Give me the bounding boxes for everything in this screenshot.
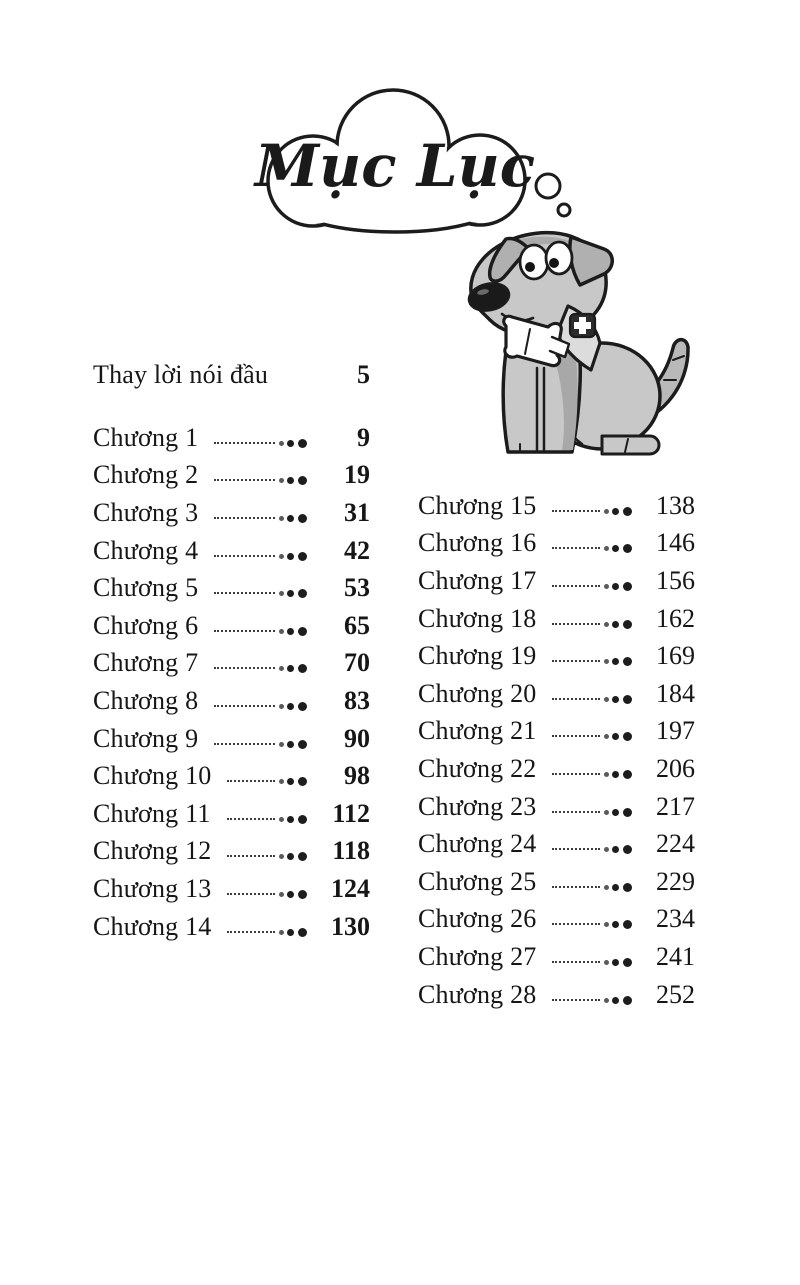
toc-row [418, 863, 700, 901]
dotted-leader [550, 574, 632, 596]
toc-row-label: Chương 12 [93, 836, 212, 866]
toc-row [418, 525, 700, 563]
toc-row-label: Chương 23 [418, 791, 537, 821]
toc-row-page-number: 118 [332, 836, 370, 866]
toc-row-label: Chương 17 [418, 565, 537, 595]
toc-row-page-number: 31 [344, 497, 370, 527]
dotted-leader [550, 950, 632, 972]
toc-row-label: Chương 26 [418, 904, 537, 934]
toc-row [93, 419, 375, 457]
dog-illustration-svg [452, 210, 697, 462]
toc-row-label: Chương 18 [418, 603, 537, 633]
dotted-leader [225, 882, 307, 904]
toc-row-label: Chương 15 [418, 490, 537, 520]
toc-row-page-number: 138 [656, 490, 695, 520]
toc-row [93, 908, 375, 946]
toc-row-page-number: 241 [656, 941, 695, 971]
dotted-leader [550, 536, 632, 558]
toc-row [418, 600, 700, 638]
toc-row [93, 870, 375, 908]
toc-row-page-number: 169 [656, 641, 695, 671]
dotted-leader [212, 619, 307, 641]
dotted-leader [225, 807, 307, 829]
toc-row-label: Chương 1 [93, 422, 199, 452]
toc-row [93, 645, 375, 683]
toc-row-page-number: 197 [656, 716, 695, 746]
toc-row-page-number: 252 [656, 979, 695, 1009]
toc-row-label: Chương 22 [418, 753, 537, 783]
toc-row-label: Chương 8 [93, 685, 199, 715]
toc-row-page-number: 83 [344, 685, 370, 715]
toc-row-page-number: 98 [344, 761, 370, 791]
dotted-leader [225, 844, 307, 866]
toc-row-label: Chương 10 [93, 761, 212, 791]
toc-row [418, 750, 700, 788]
toc-row-page-number: 130 [331, 911, 370, 941]
toc-row-page-number: 65 [344, 610, 370, 640]
toc-row [93, 532, 375, 570]
toc-row [418, 938, 700, 976]
toc-row-page-number: 206 [656, 753, 695, 783]
toc-row-label: Chương 6 [93, 610, 199, 640]
dotted-leader [550, 724, 632, 746]
dotted-leader [212, 581, 307, 603]
toc-row-label: Chương 3 [93, 497, 199, 527]
toc-row-page-number: 217 [656, 791, 695, 821]
toc-row-page-number: 156 [656, 565, 695, 595]
dotted-leader [550, 912, 632, 934]
dotted-leader [212, 732, 307, 754]
toc-row-label: Chương 13 [93, 873, 212, 903]
toc-row [93, 757, 375, 795]
toc-row-label: Chương 16 [418, 528, 537, 558]
dotted-leader [212, 656, 307, 678]
page-title: Mục Lục [254, 132, 536, 200]
toc-row-label: Chương 28 [418, 979, 537, 1009]
dog-illustration [452, 210, 697, 462]
dotted-leader [212, 431, 307, 453]
toc-row [93, 720, 375, 758]
toc-row-page-number: 146 [656, 528, 695, 558]
toc-row-page-number: 229 [656, 866, 695, 896]
toc-row-page-number: 42 [344, 535, 370, 565]
dotted-leader [212, 506, 307, 528]
toc-right-column [418, 487, 700, 1013]
toc-row [93, 494, 375, 532]
toc-row-page-number: 184 [656, 678, 695, 708]
toc-row-label: Chương 5 [93, 573, 199, 603]
toc-row [93, 833, 375, 871]
dotted-leader [550, 800, 632, 822]
toc-row [93, 795, 375, 833]
dotted-leader [550, 499, 632, 521]
dotted-leader [550, 762, 632, 784]
toc-row [418, 562, 700, 600]
preface-label: Thay lời nói đầu [93, 360, 269, 389]
toc-row [93, 607, 375, 645]
dotted-leader [212, 468, 307, 490]
toc-row-label: Chương 7 [93, 648, 199, 678]
toc-row-label: Chương 11 [93, 798, 211, 828]
toc-row-label: Chương 19 [418, 641, 537, 671]
dotted-leader [225, 920, 307, 942]
toc-row [418, 788, 700, 826]
preface-row [93, 356, 375, 394]
toc-row-page-number: 224 [656, 829, 695, 859]
dotted-leader [550, 875, 632, 897]
toc-row-page-number: 19 [344, 460, 370, 490]
toc-row-page-number: 234 [656, 904, 695, 934]
toc-row-page-number: 53 [344, 573, 370, 603]
toc-row-label: Chương 14 [93, 911, 212, 941]
toc-row-label: Chương 25 [418, 866, 537, 896]
toc-row [418, 825, 700, 863]
toc-row-page-number: 90 [344, 723, 370, 753]
dotted-leader [550, 988, 632, 1010]
toc-row [418, 487, 700, 525]
toc-row-label: Chương 2 [93, 460, 199, 490]
toc-row-label: Chương 20 [418, 678, 537, 708]
toc-left-column [93, 419, 375, 945]
toc-row-label: Chương 9 [93, 723, 199, 753]
toc-row [418, 901, 700, 939]
dotted-leader [550, 687, 632, 709]
toc-row-page-number: 70 [344, 648, 370, 678]
toc-row [418, 637, 700, 675]
preface-page-number: 5 [357, 360, 370, 389]
toc-row-page-number: 9 [357, 422, 370, 452]
toc-row-page-number: 124 [331, 873, 370, 903]
toc-row [93, 457, 375, 495]
toc-row [93, 569, 375, 607]
toc-row-label: Chương 4 [93, 535, 199, 565]
dotted-leader [550, 612, 632, 634]
toc-row-page-number: 162 [656, 603, 695, 633]
toc-row [93, 682, 375, 720]
toc-row-label: Chương 24 [418, 829, 537, 859]
toc-row [418, 713, 700, 751]
toc-row-label: Chương 21 [418, 716, 537, 746]
toc-row [418, 675, 700, 713]
dotted-leader [225, 769, 307, 791]
toc-row-label: Chương 27 [418, 941, 537, 971]
dotted-leader [550, 649, 632, 671]
dotted-leader [550, 837, 632, 859]
dotted-leader [212, 544, 307, 566]
toc-row [418, 976, 700, 1014]
dotted-leader [212, 694, 307, 716]
toc-row-page-number: 112 [332, 798, 370, 828]
